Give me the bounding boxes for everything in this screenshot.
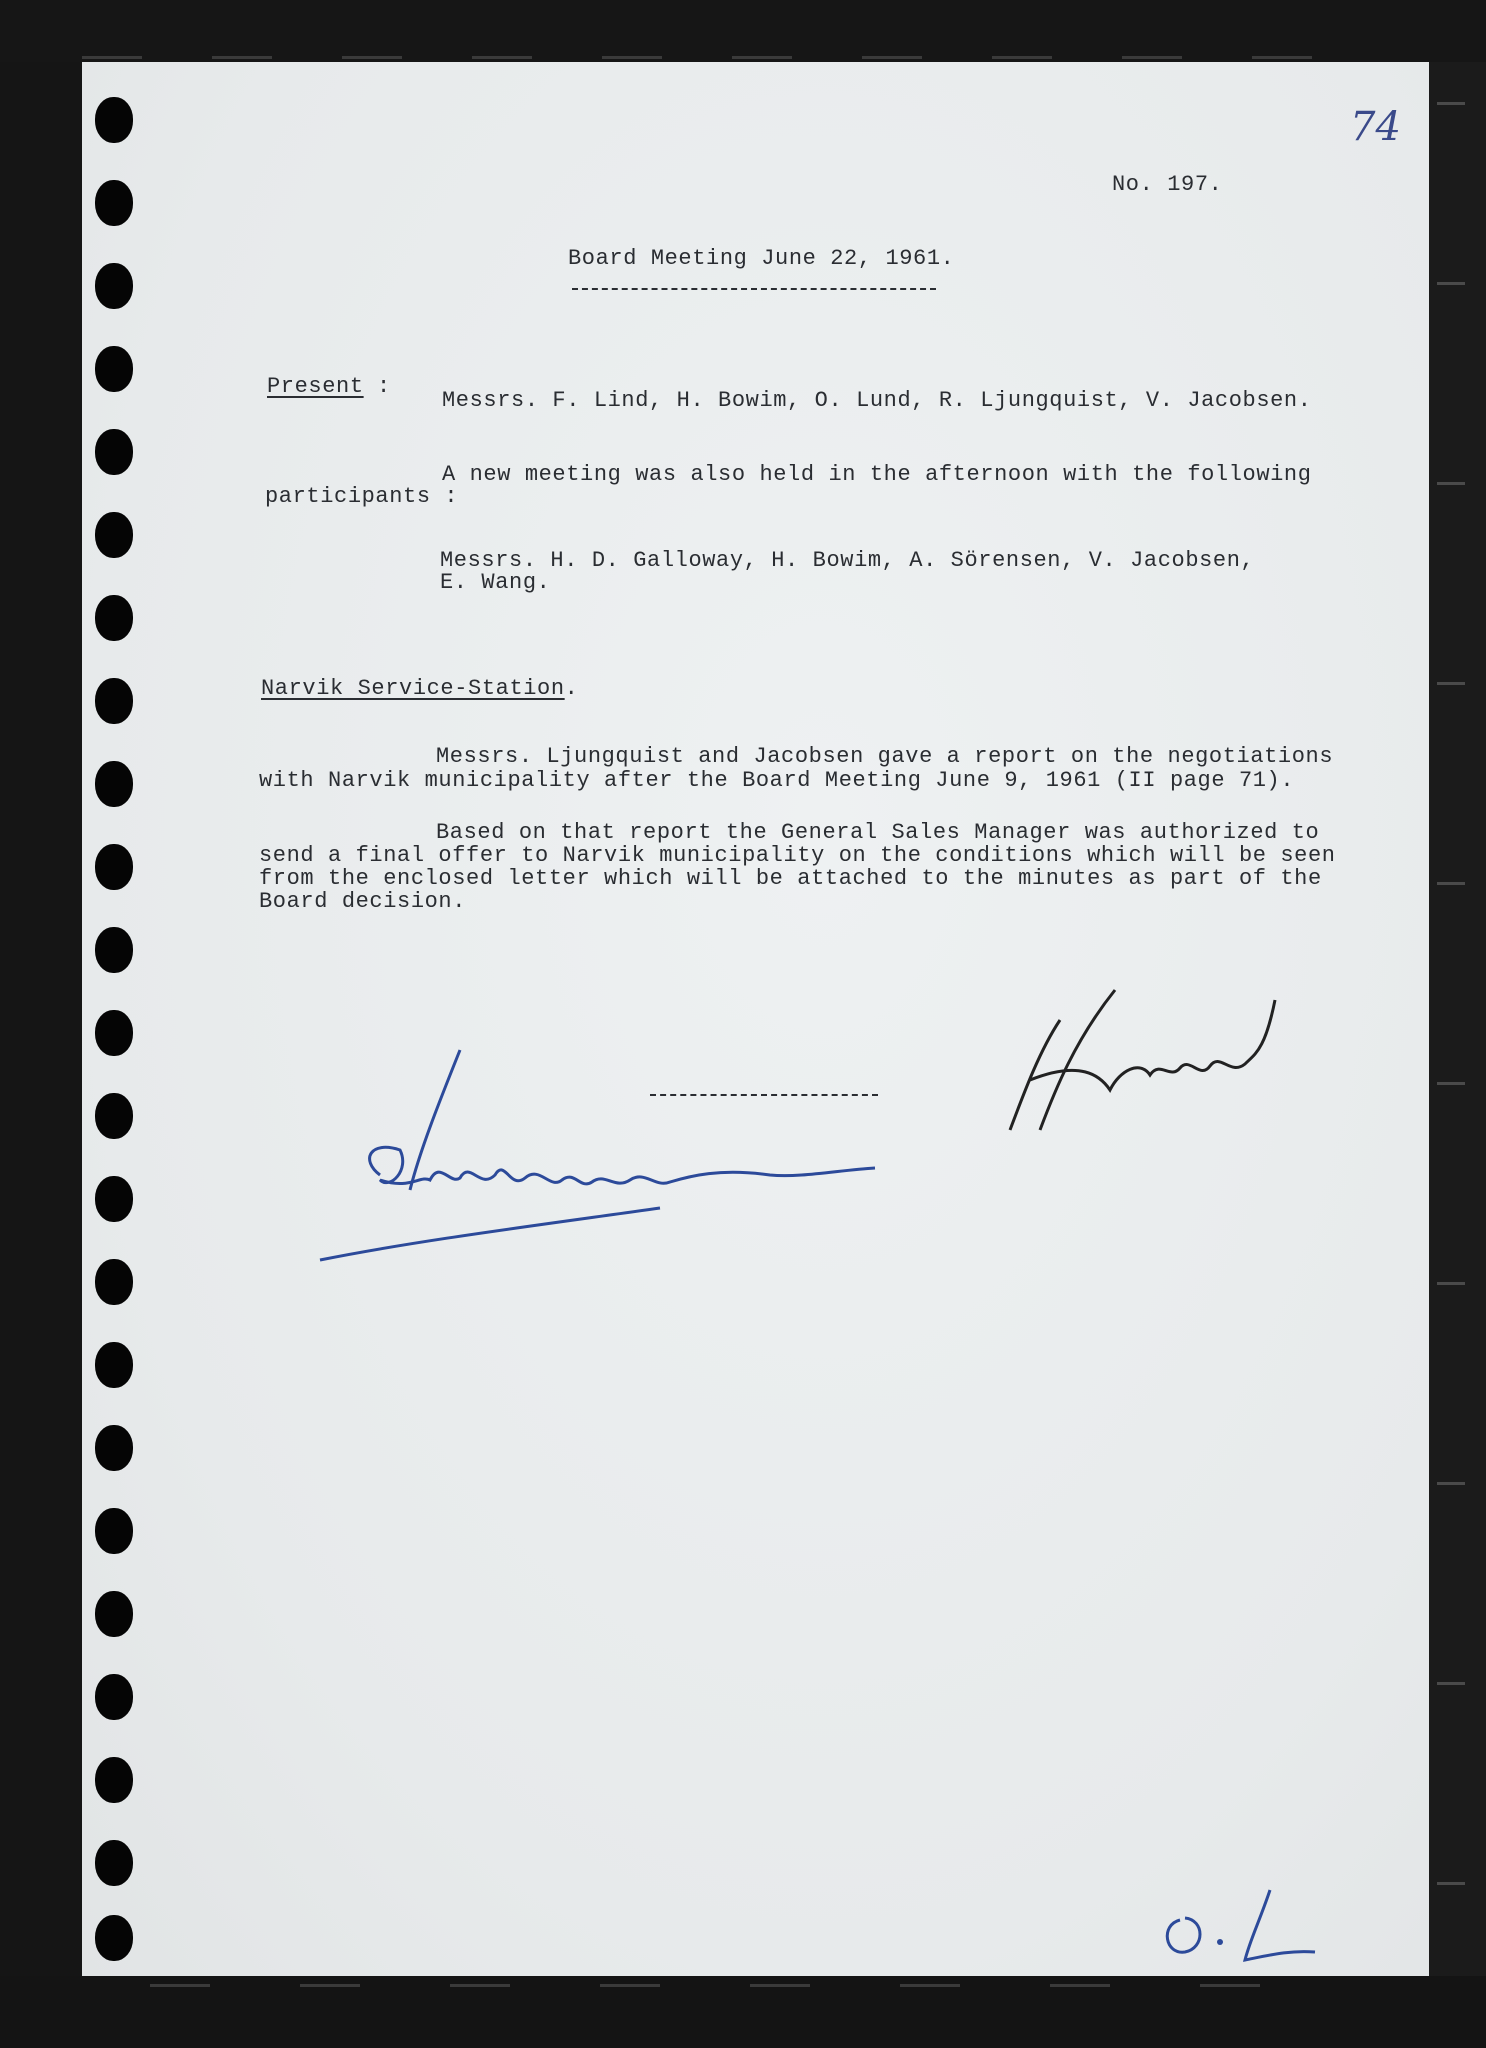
binder-hole [95, 1176, 133, 1222]
binder-hole [95, 1259, 133, 1305]
binder-hole [95, 927, 133, 973]
binder-hole [95, 1840, 133, 1886]
binder-hole [95, 1010, 133, 1056]
binder-hole [95, 1757, 133, 1803]
binder-hole [95, 97, 133, 143]
scan-bottom-edge [0, 1976, 1486, 2048]
afternoon-text-line1: A new meeting was also held in the afternoon with the following [442, 462, 1312, 487]
binder-hole [95, 1915, 133, 1961]
scan-right-edge [1429, 62, 1486, 1976]
document-title: Board Meeting June 22, 1961. [568, 246, 955, 271]
binder-hole [95, 1342, 133, 1388]
paragraph2-line3: from the enclosed letter which will be attached to the minutes as part of the [259, 866, 1322, 891]
binder-hole [95, 1591, 133, 1637]
afternoon-text-line2: participants : [265, 484, 459, 509]
paragraph1-line1: Messrs. Ljungquist and Jacobsen gave a report on the negotiations [436, 744, 1334, 769]
paragraph2-line1: Based on that report the General Sales Manager was authorized to [436, 820, 1320, 845]
binder-hole [95, 1508, 133, 1554]
page-number-handwritten: 74 [1350, 104, 1401, 150]
binder-hole [95, 1674, 133, 1720]
binder-hole [95, 429, 133, 475]
present-label: Present [267, 374, 364, 399]
binder-hole [95, 346, 133, 392]
paragraph2-line2: send a final offer to Narvik municipality on the conditions which will be seen [259, 843, 1336, 868]
section-heading: Narvik Service-Station [261, 676, 565, 701]
binder-hole [95, 844, 133, 890]
binder-hole [95, 1425, 133, 1471]
paragraph2-line4: Board decision. [259, 889, 467, 914]
binder-hole [95, 180, 133, 226]
section-heading-wrap [261, 676, 578, 701]
title-underline [572, 288, 936, 290]
document-number: No. 197. [1112, 172, 1223, 197]
scan-top-edge [0, 0, 1486, 62]
paragraph1-line2: with Narvik municipality after the Board Meeting June 9, 1961 (II page 71). [259, 768, 1295, 793]
binder-hole [95, 263, 133, 309]
section-heading-period: . [564, 676, 579, 701]
binder-hole [95, 761, 133, 807]
afternoon-names-line2: E. Wang. [440, 570, 551, 595]
binder-hole [95, 678, 133, 724]
binder-hole [95, 595, 133, 641]
afternoon-names-line1: Messrs. H. D. Galloway, H. Bowim, A. Sörensen, V. Jacobsen, [440, 548, 1255, 573]
present-colon: : [377, 374, 391, 399]
binder-hole [95, 512, 133, 558]
present-names: Messrs. F. Lind, H. Bowim, O. Lund, R. Ljungquist, V. Jacobsen. [442, 388, 1312, 413]
binder-hole [95, 1093, 133, 1139]
